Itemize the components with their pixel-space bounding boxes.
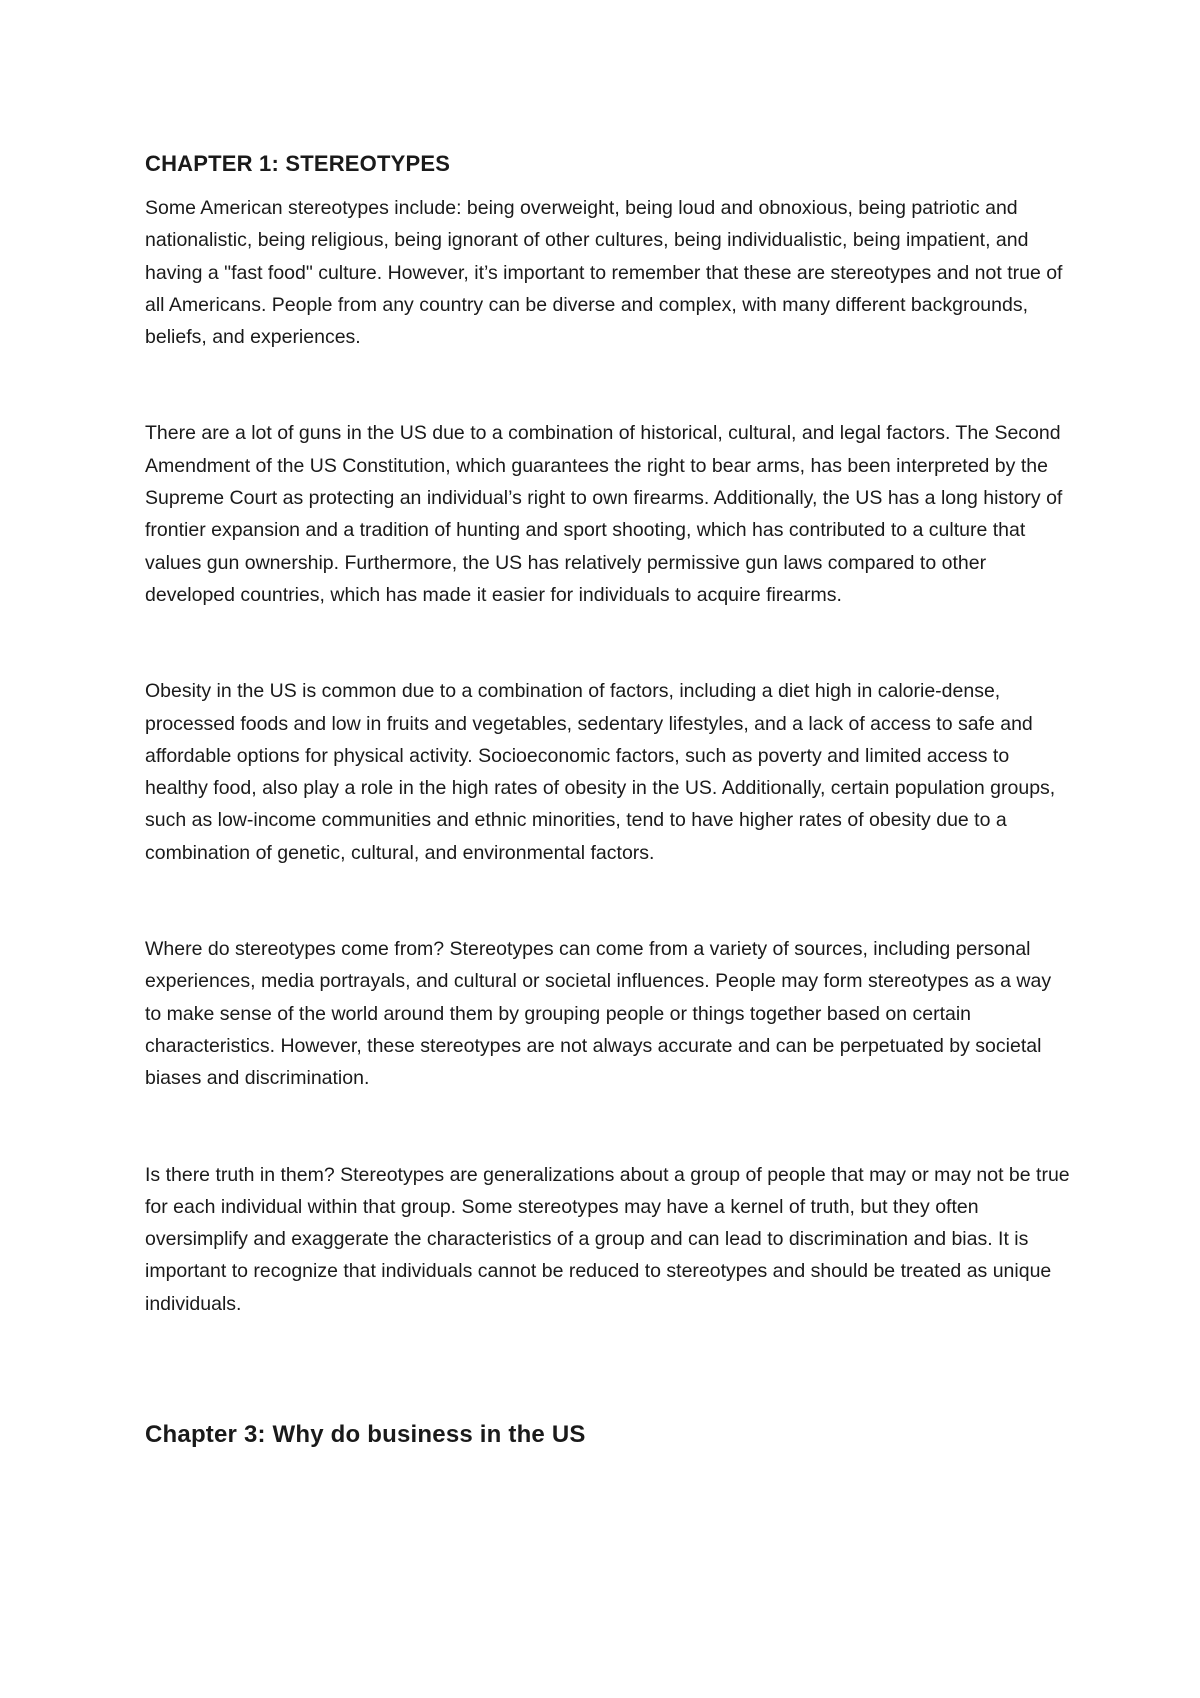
paragraph-obesity: Obesity in the US is common due to a combination of factors, including a diet high in calorie-dense, processed foods and low in fruits and vegetables, sedentary lifestyles, and a lack of access to safe and affordable options for physical activity. Socioeconomic factors, such as poverty and limited access to healthy food, also play a role in the high rates of obesity in the US. Additionally, certain population groups, such as low-income communities and ethnic minorities, tend to have higher rates of obesity due to a combination of genetic, cultural, and environmental factors. <box>145 680 1056 864</box>
paragraph-stereotype-origins: Where do stereotypes come from? Stereotypes can come from a variety of sources, including personal experiences, media portrayals, and cultural or societal influences. People may form stereotypes as a way to make sense of the world around them by grouping people or things together based on certain characteristics. However, these stereotypes are not always accurate and can be perpetuated by societal biases and discrimination. <box>145 938 1052 1090</box>
paragraph-guns: There are a lot of guns in the US due to a combination of historical, cultural, and legal factors. The Second Amendment of the US Constitution, which guarantees the right to bear arms, has been interpreted by the Supreme Court as protecting an individual’s right to own firearms. Additionally, the US has a long history of frontier expansion and a tradition of hunting and sport shooting, which has contributed to a culture that values gun ownership. Furthermore, the US has relatively permissive gun laws compared to other developed countries, which has made it easier for individuals to acquire firearms. <box>145 422 1063 606</box>
chapter-3-title: Chapter 3: Why do business in the US <box>145 1421 586 1449</box>
document-body <box>145 150 1070 1450</box>
chapter-1-title: CHAPTER 1: STEREOTYPES <box>145 151 451 176</box>
paragraph-stereotypes-list: Some American stereotypes include: being overweight, being loud and obnoxious, being patriotic and nationalistic, being religious, being ignorant of other cultures, being individualistic, being impatient, and having a "fast food" culture. However, it’s important to remember that these are stereotypes and not true of all Americans. People from any country can be diverse and complex, with many different backgrounds, beliefs, and experiences. <box>145 197 1063 349</box>
paragraph-stereotype-truth: Is there truth in them? Stereotypes are generalizations about a group of people that may or may not be true for each individual within that group. Some stereotypes may have a kernel of truth, but they often oversimplify and exaggerate the characteristics of a group and can lead to discrimination and bias. It is important to recognize that individuals cannot be reduced to stereotypes and should be treated as unique individuals. <box>145 1163 1070 1315</box>
